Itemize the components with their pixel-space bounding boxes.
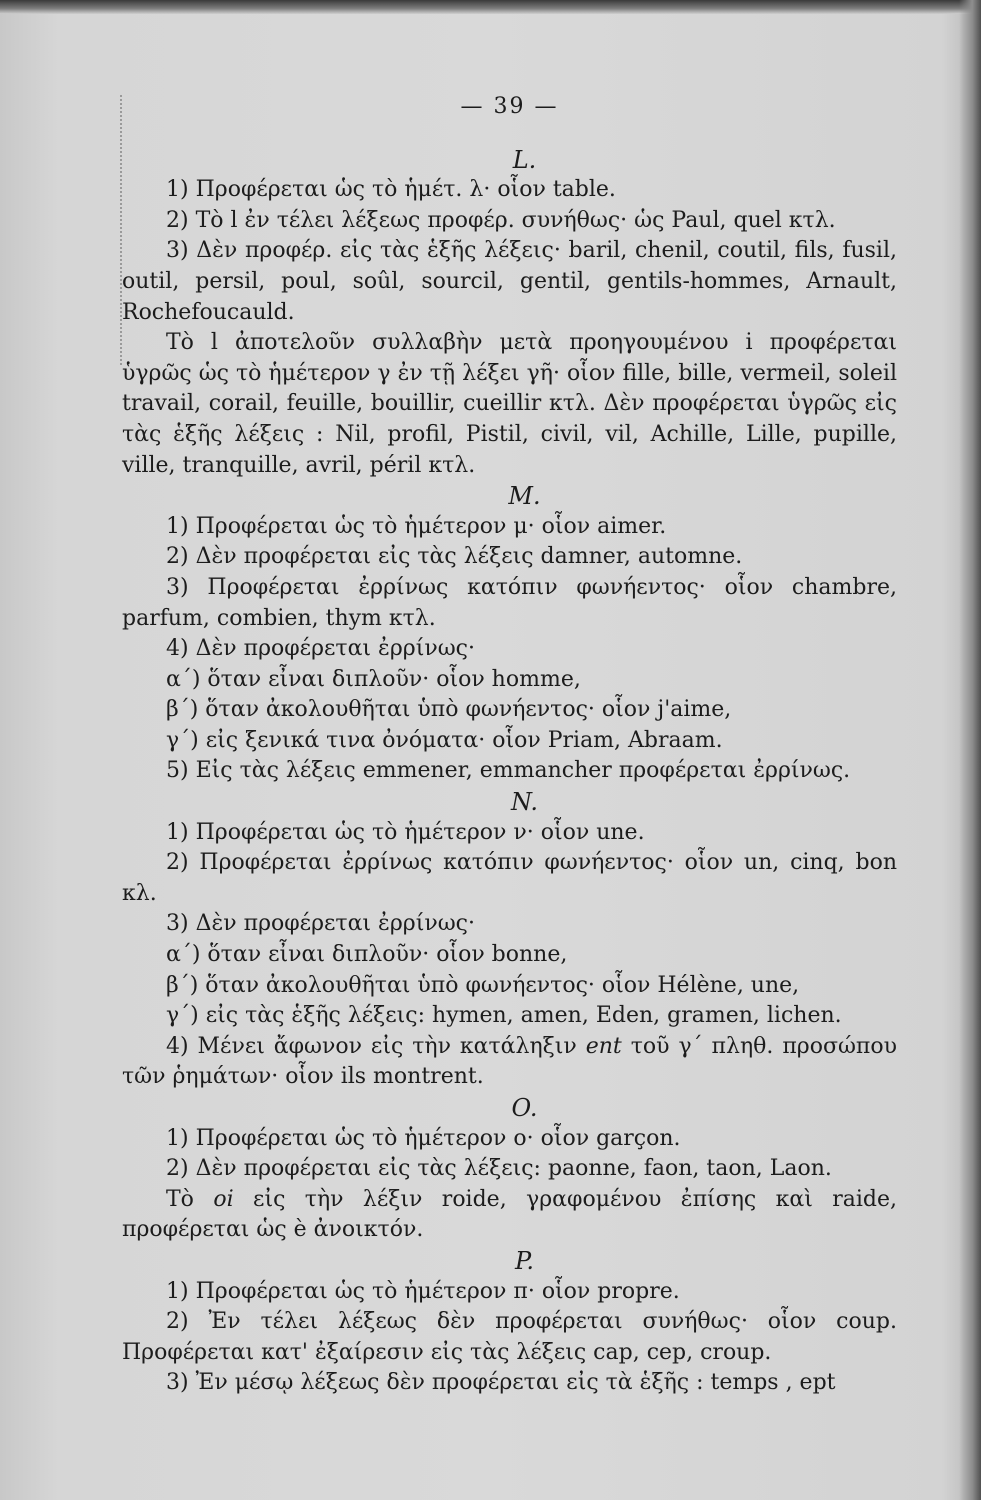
paragraph: 4) Δὲν προφέρεται ἐρρίνως·	[166, 636, 475, 662]
paragraph: 1) Προφέρεται ὡς τὸ ἡμέτερον μ· οἷον aimer.	[166, 513, 667, 539]
paragraph: 1) Προφέρεται ὡς τὸ ἡμέτ. λ· οἷον table.	[166, 177, 616, 203]
sub-item: β΄) ὅταν ἀκολουθῆται ὑπὸ φωνήεντος· οἷον Hélène, une,	[166, 972, 800, 998]
text-run: τοῦ γ΄ πληθ. προσώπου τῶν ῥημάτων· οἷον ils montrent.	[122, 1033, 897, 1090]
section-heading-p: P.	[515, 1246, 534, 1275]
paragraph: 2) Δὲν προφέρεται εἰς τὰς λέξεις: paonne, faon, taon, Laon.	[166, 1156, 832, 1182]
paragraph: 1) Προφέρεται ὡς τὸ ἡμέτερον ο· οἷον garçon.	[166, 1125, 681, 1151]
sub-item: α΄) ὅταν εἶναι διπλοῦν· οἷον homme,	[166, 666, 581, 692]
section-heading-m: M.	[508, 482, 541, 511]
paragraph: 2) Προφέρεται ἐρρίνως κατόπιν φωνήεντος· οἷον un, cinq, bon κλ.	[122, 850, 897, 906]
paragraph: 2) Τὸ l ἐν τέλει λέξεως προφέρ. συνήθως· ὡς Paul, quel κτλ.	[166, 207, 836, 233]
sub-item: α΄) ὅταν εἶναι διπλοῦν· οἷον bonne,	[166, 942, 568, 968]
section-heading-l: L.	[512, 145, 537, 174]
paragraph: 1) Προφέρεται ὡς τὸ ἡμέτερον ν· οἷον une.	[166, 819, 645, 845]
text-run: εἰς τὴν λέξιν roide, γραφομένου ἐπίσης καὶ raide, προφέρεται ὡς è ἀνοικτόν.	[122, 1186, 898, 1243]
sub-item: γ΄) εἰς τὰς ἑξῆς λέξεις: hymen, amen, Eden, gramen, lichen.	[166, 1003, 842, 1029]
paragraph: 3) Προφέρεται ἐρρίνως κατόπιν φωνήεντος· οἷον chambre, parfum, combien, thym κτλ.	[122, 574, 897, 631]
page-number: — 39 —	[460, 94, 559, 119]
section-heading-n: N.	[510, 788, 539, 817]
page-top-edge	[0, 0, 981, 14]
italic-term: ent	[585, 1033, 622, 1059]
page-text	[122, 92, 897, 1399]
paragraph: 2) Δὲν προφέρεται εἰς τὰς λέξεις damner, automne.	[166, 544, 743, 570]
paragraph: 3) Δὲν προφέρεται ἐρρίνως·	[166, 911, 475, 937]
paragraph: 5) Εἰς τὰς λέξεις emmener, emmancher προφέρεται ἐρρίνως.	[166, 758, 851, 784]
paragraph: 3) Δὲν προφέρ. εἰς τὰς ἑξῆς λέξεις· baril, chenil, coutil, fils, fusil, outil, persil, poul, soûl, sourcil, gentil, gentils-hommes, Arnault, Rochefoucauld.	[122, 238, 897, 325]
section-heading-o: O.	[511, 1094, 538, 1122]
paragraph: 3) Ἐν μέσῳ λέξεως δὲν προφέρεται εἰς τὰ ἑξῆς : temps , ept	[166, 1370, 836, 1396]
text-run: 4) Μένει ἄφωνον εἰς τὴν κατάληξιν	[166, 1033, 577, 1059]
paragraph: 2) Ἐν τέλει λέξεως δὲν προφέρεται συνήθως· οἷον coup. Προφέρεται κατ' ἐξαίρεσιν εἰς τὰς λέξεις cap, cep, croup.	[122, 1309, 897, 1365]
paragraph	[122, 1032, 897, 1093]
text-run: Τὸ	[166, 1186, 194, 1212]
italic-term: oi	[213, 1186, 234, 1212]
paragraph	[122, 1185, 897, 1246]
page-right-edge	[959, 0, 981, 1500]
paragraph: 1) Προφέρεται ὡς τὸ ἡμέτερον π· οἷον propre.	[166, 1278, 680, 1304]
sub-item: γ΄) εἰς ξενικά τινα ὀνόματα· οἷον Priam, Abraam.	[166, 727, 723, 753]
sub-item: β΄) ὅταν ἀκολουθῆται ὑπὸ φωνήεντος· οἷον j'aime,	[166, 697, 732, 723]
paragraph: Τὸ l ἀποτελοῦν συλλαβὴν μετὰ προηγουμένου i προφέρεται ὑγρῶς ὡς τὸ ἡμέτερον γ ἐν τῇ λέξει γῆ· οἷον fille, bille, vermeil, soleil travail, corail, feuille, bouillir, cueillir κτλ. Δὲν προφέρεται ὑγρῶς εἰς τὰς ἑξῆς λέξεις : Nil, profil, Pistil, civil, vil, Achille, Lille, pupille, ville, tranquille, avril, péril κτλ.	[122, 330, 897, 478]
